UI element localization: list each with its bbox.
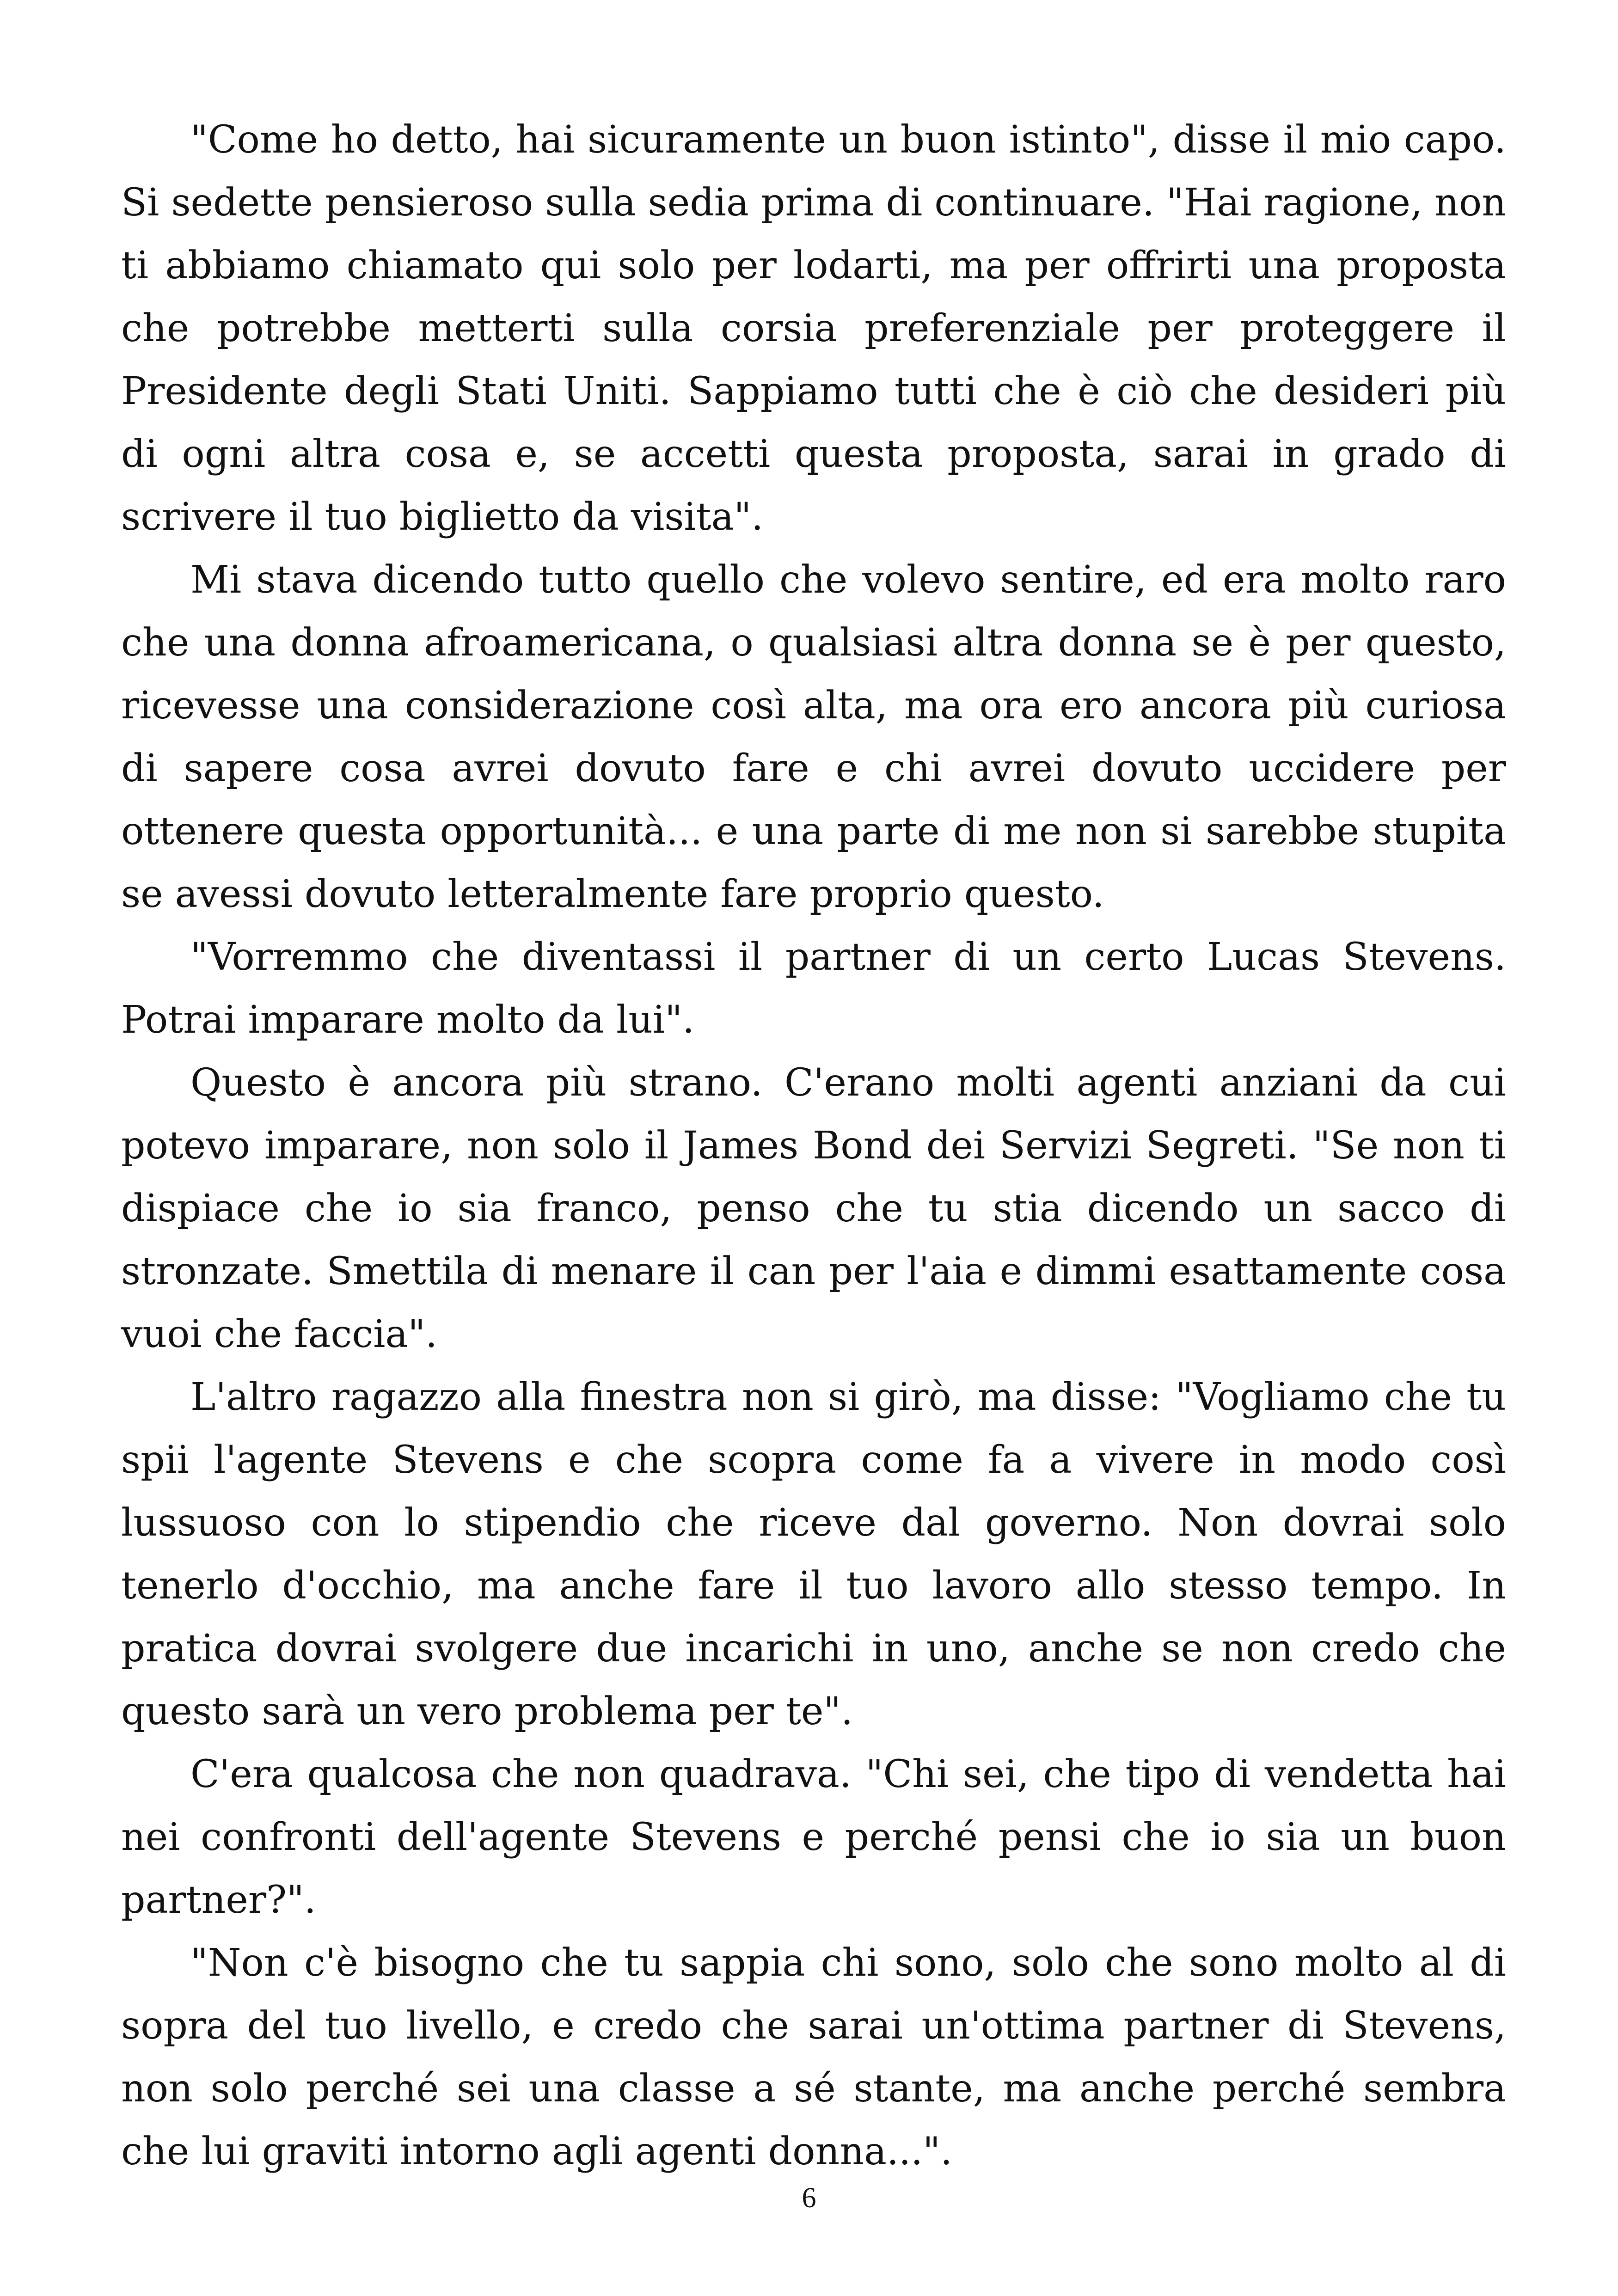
page-number: 6 xyxy=(802,2182,816,2214)
paragraph-5: L'altro ragazzo alla finestra non si girò, ma disse: "Vogliamo che tu spii l'agente Stevens e che scopra come fa a vivere in modo così lussuoso con lo stipendio che riceve dal governo. Non dovrai solo tenerlo d'occhio, ma anche fare il tuo lavoro allo stesso tempo. In pratica dovrai svolgere due incarichi in uno, anche se non credo che questo sarà un vero problema per te". xyxy=(121,1375,1506,1733)
paragraph-7: "Non c'è bisogno che tu sappia chi sono, solo che sono molto al di sopra del tuo livello, e credo che sarai un'ottima partner di Stevens, non solo perché sei una classe a sé stante, ma anche perché sembra che lui graviti intorno agli agenti donna...". xyxy=(121,1941,1506,2174)
body-text xyxy=(121,109,1506,2183)
paragraph-4: Questo è ancora più strano. C'erano molti agenti anziani da cui potevo imparare, non solo il James Bond dei Servizi Segreti. "Se non ti dispiace che io sia franco, penso che tu stia dicendo un sacco di stronzate. Smettila di menare il can per l'aia e dimmi esattamente cosa vuoi che faccia". xyxy=(121,1061,1506,1356)
paragraph-6: C'era qualcosa che non quadrava. "Chi sei, che tipo di vendetta hai nei confronti dell'agente Stevens e perché pensi che io sia un buon partner?". xyxy=(121,1752,1506,1922)
paragraph-1: "Come ho detto, hai sicuramente un buon istinto", disse il mio capo. Si sedette pensieroso sulla sedia prima di continuare. "Hai ragione, non ti abbiamo chiamato qui solo per lodarti, ma per offrirti una proposta che potrebbe metterti sulla corsia preferenziale per proteggere il Presidente degli Stati Uniti. Sappiamo tutti che è ciò che desideri più di ogni altra cosa e, se accetti questa proposta, sarai in grado di scrivere il tuo biglietto da visita". xyxy=(121,118,1507,539)
paragraph-2: Mi stava dicendo tutto quello che volevo sentire, ed era molto raro che una donna afroamericana, o qualsiasi altra donna se è per questo, ricevesse una considerazione così alta, ma ora ero ancora più curiosa di sapere cosa avrei dovuto fare e chi avrei dovuto uccidere per ottenere questa opportunità... e una parte di me non si sarebbe stupita se avessi dovuto letteralmente fare proprio questo. xyxy=(121,558,1506,916)
paragraph-3: "Vorremmo che diventassi il partner di un certo Lucas Stevens. Potrai imparare molto da lui". xyxy=(121,935,1506,1042)
